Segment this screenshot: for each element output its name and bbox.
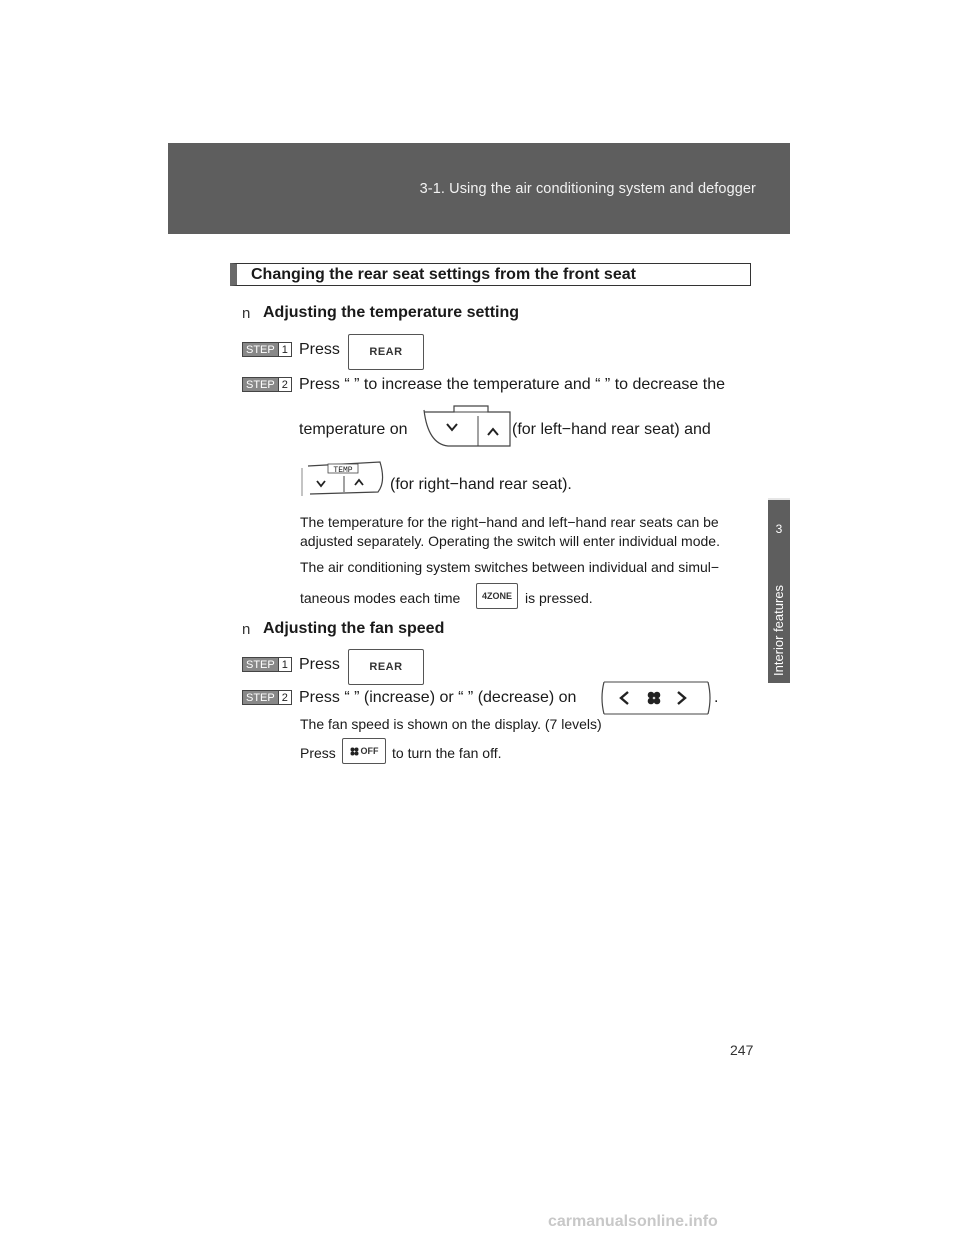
step-1-text: Press xyxy=(299,341,340,358)
note-2-line1: The air conditioning system switches between individual and simul− xyxy=(300,559,720,575)
step-2-line2b: (for left−hand rear seat) and xyxy=(512,421,711,438)
step-1-badge xyxy=(242,657,292,672)
fan-note-1: The fan speed is shown on the display. (7 levels) xyxy=(300,716,602,732)
note-2-line2a: taneous modes each time xyxy=(300,590,461,606)
header-band xyxy=(168,143,790,234)
subhead-fan: Adjusting the fan speed xyxy=(263,620,445,637)
4zone-button[interactable] xyxy=(476,583,518,609)
fan-icon xyxy=(648,692,661,705)
step-2-badge xyxy=(242,377,292,392)
left-rear-temp-switch[interactable] xyxy=(418,404,514,452)
fan-note-2b: to turn the fan off. xyxy=(392,745,502,761)
rear-button[interactable] xyxy=(348,649,424,685)
step-label: STEP xyxy=(243,658,278,671)
step-number: 1 xyxy=(278,658,291,671)
chevron-left-icon xyxy=(621,692,628,704)
fan-step-1-text: Press xyxy=(299,656,340,673)
note-1-line2: adjusted separately. Operating the switch will enter individual mode. xyxy=(300,533,720,549)
note-2-line2b: is pressed. xyxy=(525,590,593,606)
chevron-right-icon xyxy=(678,692,685,704)
fan-off-button[interactable] xyxy=(342,738,386,764)
step-1-badge xyxy=(242,342,292,357)
watermark: carmanualsonline.info xyxy=(548,1213,718,1230)
step-number: 1 xyxy=(278,343,291,356)
step-label: STEP xyxy=(243,378,278,391)
rear-button-label: REAR xyxy=(369,346,403,358)
step-number: 2 xyxy=(278,691,291,704)
step-2-line3: (for right−hand rear seat). xyxy=(390,476,572,493)
step-label: STEP xyxy=(243,343,278,356)
fan-note-2a: Press xyxy=(300,745,336,761)
step-2-line2a: temperature on xyxy=(299,421,408,438)
breadcrumb: 3-1. Using the air conditioning system and defogger xyxy=(419,181,756,197)
chapter-number: 3 xyxy=(775,522,783,536)
rear-button[interactable] xyxy=(348,334,424,370)
temp-switch-label: TEMP xyxy=(333,466,353,475)
step-number: 2 xyxy=(278,378,291,391)
step-label: STEP xyxy=(243,691,278,704)
right-rear-temp-switch[interactable] xyxy=(300,458,386,498)
chapter-label: Interior features xyxy=(771,584,786,676)
step-2-badge xyxy=(242,690,292,705)
fan-step-2-period: . xyxy=(714,689,719,706)
subhead-temperature: Adjusting the temperature setting xyxy=(263,304,520,321)
note-1-line1: The temperature for the right−hand and left−hand rear seats can be xyxy=(300,514,719,530)
fan-off-label: OFF xyxy=(360,746,379,756)
fan-speed-switch[interactable] xyxy=(600,680,712,716)
fan-step-2-text: Press “ ” (increase) or “ ” (decrease) on xyxy=(299,689,577,706)
rear-button-label: REAR xyxy=(369,661,403,673)
page-number: 247 xyxy=(730,1042,754,1058)
section-title: Changing the rear seat settings from the front seat xyxy=(251,266,636,283)
chapter-tab-separator xyxy=(768,498,790,500)
step-2-line1: Press “ ” to increase the temperature and “ ” to decrease the xyxy=(299,376,725,393)
4zone-button-label: 4ZONE xyxy=(481,591,512,601)
fan-icon xyxy=(350,747,359,756)
bullet-icon: n xyxy=(242,305,251,322)
bullet-icon: n xyxy=(242,621,251,638)
section-title-box xyxy=(230,263,751,286)
